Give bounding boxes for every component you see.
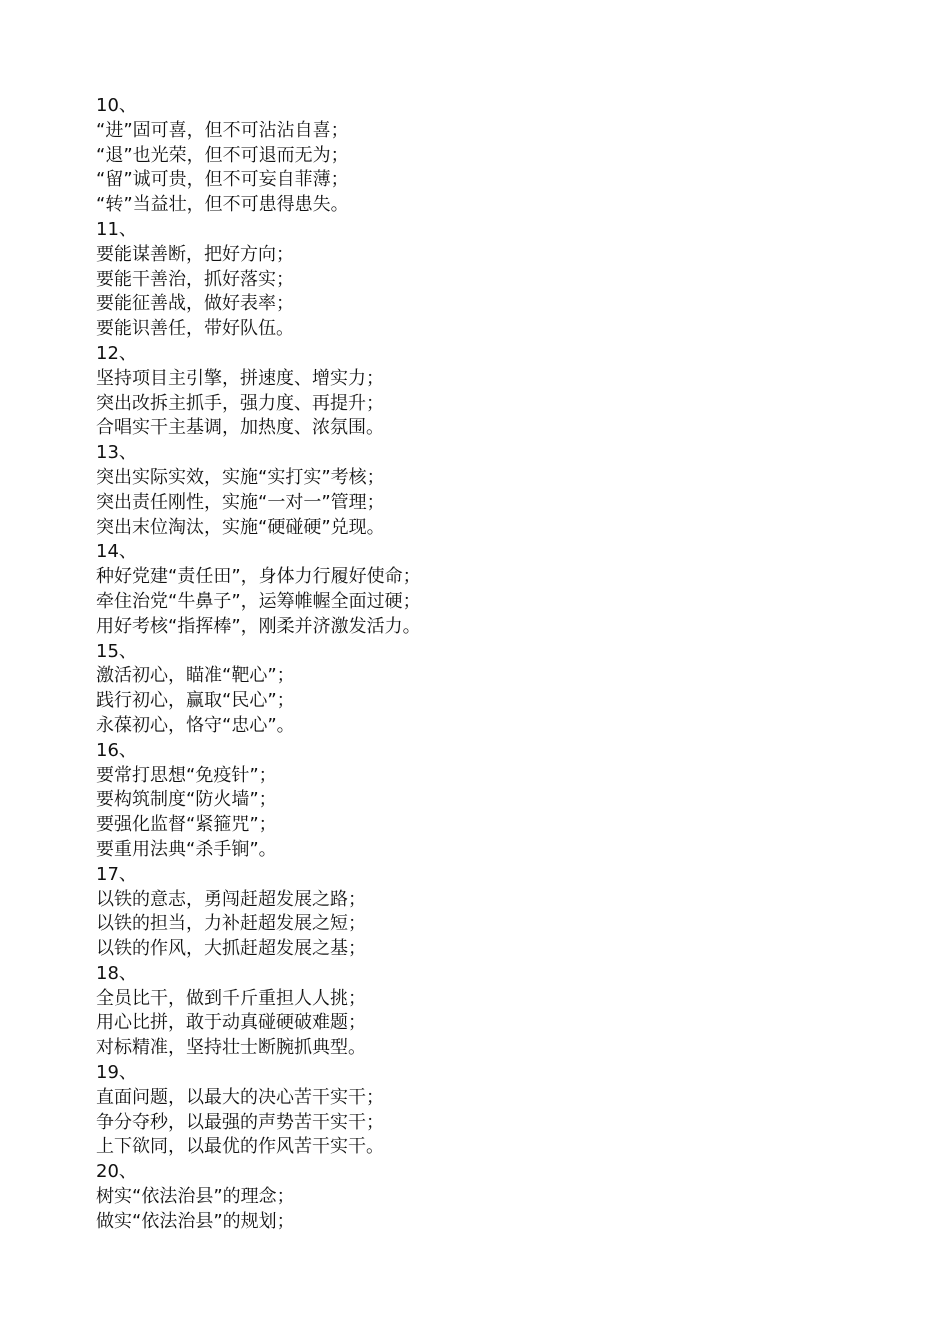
text-line: 激活初心，瞄准“靶心”； [96,665,295,687]
section-number: 15、 [96,640,137,662]
text-line: 要能谋善断，把好方向； [96,243,294,265]
text-line: “进”固可喜，但不可沾沾自喜； [96,119,349,141]
text-line: 牵住治党“牛鼻子”，运筹帷幄全面过硬； [96,590,421,612]
section-number: 20、 [96,1161,137,1183]
text-line: 以铁的作风，大抓赶超发展之基； [96,938,366,960]
text-line: 以铁的担当，力补赶超发展之短； [96,913,366,935]
text-line: 要常打思想“免疫针”； [96,764,277,786]
section-number: 19、 [96,1062,137,1084]
section-number: 10、 [96,95,137,116]
text-line: 突出末位淘汰，实施“硬碰硬”兑现。 [96,516,385,538]
text-line: 对标精准，坚持壮士断腕抓典型。 [96,1037,366,1059]
section-number: 14、 [96,541,137,563]
text-line: 种好党建“责任田”，身体力行履好使命； [96,566,421,588]
section-number: 12、 [96,342,137,364]
text-line: 做实“依法治县”的规划； [96,1210,295,1232]
text-line: 要重用法典“杀手锏”。 [96,838,277,860]
text-line: 要构筑制度“防火墙”； [96,789,277,811]
text-line: 突出责任刚性，实施“一对一”管理； [96,491,385,513]
text-line: 树实“依法治县”的理念； [96,1186,295,1208]
text-line: 上下欲同，以最优的作风苦干实干。 [96,1136,384,1158]
text-line: 用心比拼，敢于动真碰硬破难题； [96,1012,366,1034]
section-number: 11、 [96,218,137,240]
text-line: “转”当益壮，但不可患得患失。 [96,194,349,216]
text-line: 全员比干，做到千斤重担人人挑； [96,987,366,1009]
text-line: 坚持项目主引擎，拼速度、增实力； [96,367,384,389]
document-body [96,94,896,1235]
text-line: 用好考核“指挥棒”，刚柔并济激发活力。 [96,615,421,637]
text-line: 合唱实干主基调，加热度、浓氛围。 [96,417,384,439]
text-line: 突出实际实效，实施“实打实”考核； [96,466,385,488]
text-line: 以铁的意志，勇闯赶超发展之路； [96,888,366,910]
text-line: 永葆初心，恪守“忠心”。 [96,714,295,736]
section-number: 16、 [96,739,137,761]
text-line: 要强化监督“紧箍咒”； [96,814,277,836]
text-line: 直面问题，以最大的决心苦干实干； [96,1086,384,1108]
text-line: 突出改拆主抓手，强力度、再提升； [96,392,384,414]
section-number: 13、 [96,442,137,464]
section-number: 17、 [96,863,137,885]
section-number: 18、 [96,962,137,984]
text-line: 践行初心，赢取“民心”； [96,690,295,712]
text-line: 要能干善治，抓好落实； [96,268,294,290]
text-line: 要能征善战，做好表率； [96,293,294,315]
text-line: “退”也光荣，但不可退而无为； [96,144,349,166]
text-line: “留”诚可贵，但不可妄自菲薄； [96,169,349,191]
text-line: 要能识善任，带好队伍。 [96,318,294,340]
text-line: 争分夺秒，以最强的声势苦干实干； [96,1111,384,1133]
